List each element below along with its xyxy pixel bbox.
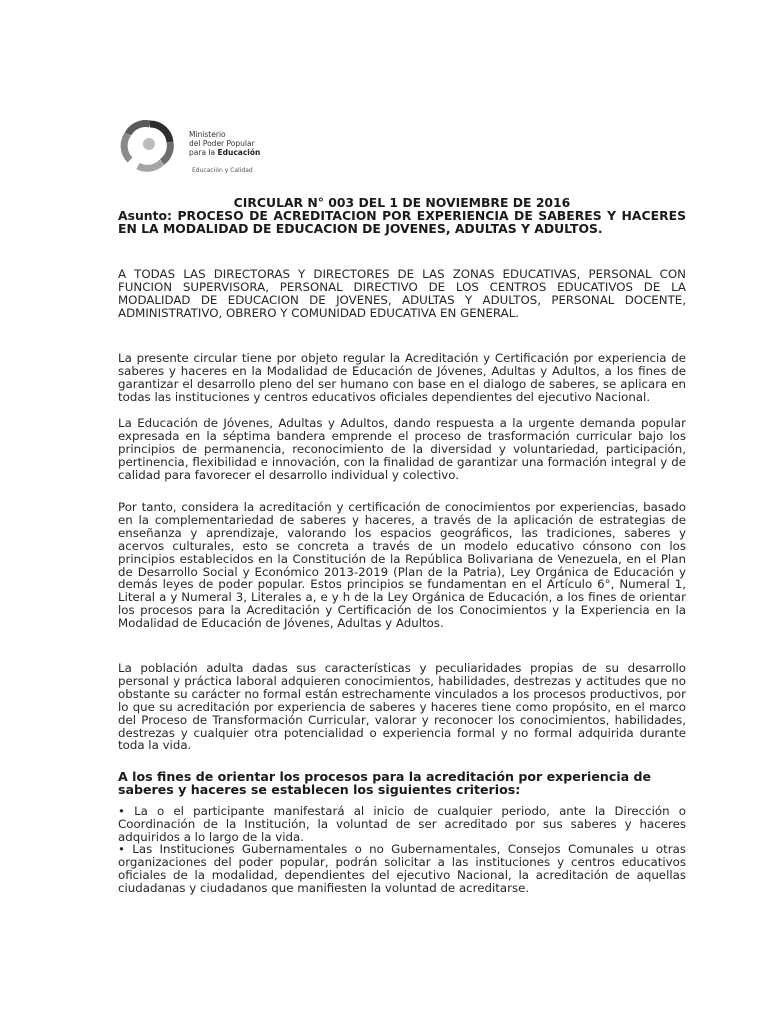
circular-subject: Asunto: PROCESO DE ACREDITACION POR EXPERIENCIA DE SABERES Y HACERES EN LA MODALIDAD DE EDUCACION DE JOVENES, ADULTAS Y ADULTOS. — [118, 208, 686, 236]
ministry-logo — [116, 114, 306, 180]
criteria-heading: A los fines de orientar los procesos para la acreditación por experiencia de saberes y haceres se establecen los siguientes criterios: — [118, 769, 652, 797]
ministry-line-2: del Poder Popular — [189, 139, 255, 148]
ministry-line-3-prefix: para la — [189, 148, 218, 157]
ministry-name — [189, 130, 260, 157]
ministry-motto: Educación y Calidad — [192, 167, 253, 174]
paragraph-2: La Educación de Jóvenes, Adultas y Adultos, dando respuesta a la urgente demanda popular expresada en la séptima bandera emprende el proceso de trasformación curricular bajo los principios de permanencia, reconocimiento de la diversidad y voluntariedad, participación, pertinencia, flexibilidad e innovación, con la finalidad de garantizar una formación integral y de calidad para favorecer el desarrollo individual y colectivo. — [118, 416, 686, 482]
circular-title: CIRCULAR N° 003 DEL 1 DE NOVIEMBRE DE 2016 — [233, 195, 571, 210]
criteria-bullet-2: • Las Instituciones Gubernamentales o no Gubernamentales, Consejos Comunales u otras organizaciones del poder popular, podrán solicitar a las instituciones y centros educativos oficiales de la modalidad, dependientes del ejecutivo Nacional, la acreditación de aquellas ciudadanas y ciudadanos que manifiesten la voluntad de acreditarse. — [118, 842, 686, 895]
ministry-line-1: Ministerio — [189, 130, 226, 139]
paragraph-4: La población adulta dadas sus características y peculiaridades propias de su desarrollo personal y práctica laboral adquieren conocimientos, habilidades, destrezas y actitudes que no obstante su carácter no formal están estrechamente vinculados a los procesos productivos, por lo que su acreditación por experiencia de saberes y haceres tiene como propósito, en el marco del Proceso de Transformación Curricular, valorar y reconocer los conocimientos, habilidades, destrezas y cualquier otra potencialidad o experiencia formal y no formal adquirida durante toda la vida. — [118, 661, 686, 753]
ministry-emblem-icon — [116, 116, 182, 176]
criteria-bullet-1: • La o el participante manifestará al inicio de cualquier periodo, ante la Dirección o Coordinación de la Institución, la voluntad de ser acreditado por sus saberes y haceres adquiridos a lo largo de la vida. — [118, 804, 686, 844]
ministry-line-3-bold: Educación — [217, 148, 261, 157]
paragraph-1: La presente circular tiene por objeto regular la Acreditación y Certificación por experiencia de saberes y haceres en la Modalidad de Educación de Jóvenes, Adultas y Adultos, a los fines de garantizar el desarrollo pleno del ser humano con base en el dialogo de saberes, se aplicara en todas las instituciones y centros educativos oficiales dependientes del ejecutivo Nacional. — [118, 351, 686, 404]
ministry-line-3 — [189, 148, 260, 157]
paragraph-3: Por tanto, considera la acreditación y certificación de conocimientos por experiencias, basado en la complementariedad de saberes y haceres, a través de la aplicación de estrategias de enseñanza y aprendizaje, valorando los espacios geográficos, las tradiciones, saberes y acervos culturales, esto se concreta a través de un modelo educativo cónsono con los principios establecidos en la Constitución de la República Bolivariana de Venezuela, en el Plan de Desarrollo Social y Económico 2013-2019 (Plan de la Patria), Ley Orgánica de Educación y demás leyes de poder popular. Estos principios se fundamentan en el Artículo 6°, Numeral 1, Literal a y Numeral 3, Literales a, e y h de la Ley Orgánica de Educación, a los fines de orientar los procesos para la Acreditación y Certificación de los Conocimientos y la Experiencia en la Modalidad de Educación de Jóvenes, Adultas y Adultos. — [118, 500, 686, 631]
document-heading — [118, 196, 686, 235]
addressee-paragraph: A TODAS LAS DIRECTORAS Y DIRECTORES DE LAS ZONAS EDUCATIVAS, PERSONAL CON FUNCION SUPERVISORA, PERSONAL DIRECTIVO DE LOS CENTROS EDUCATIVOS DE LA MODALIDAD DE EDUCACION DE JOVENES, ADULTAS Y ADULTOS, PERSONAL DOCENTE, ADMINISTRATIVO, OBRERO Y COMUNIDAD EDUCATIVA EN GENERAL. — [118, 267, 686, 320]
